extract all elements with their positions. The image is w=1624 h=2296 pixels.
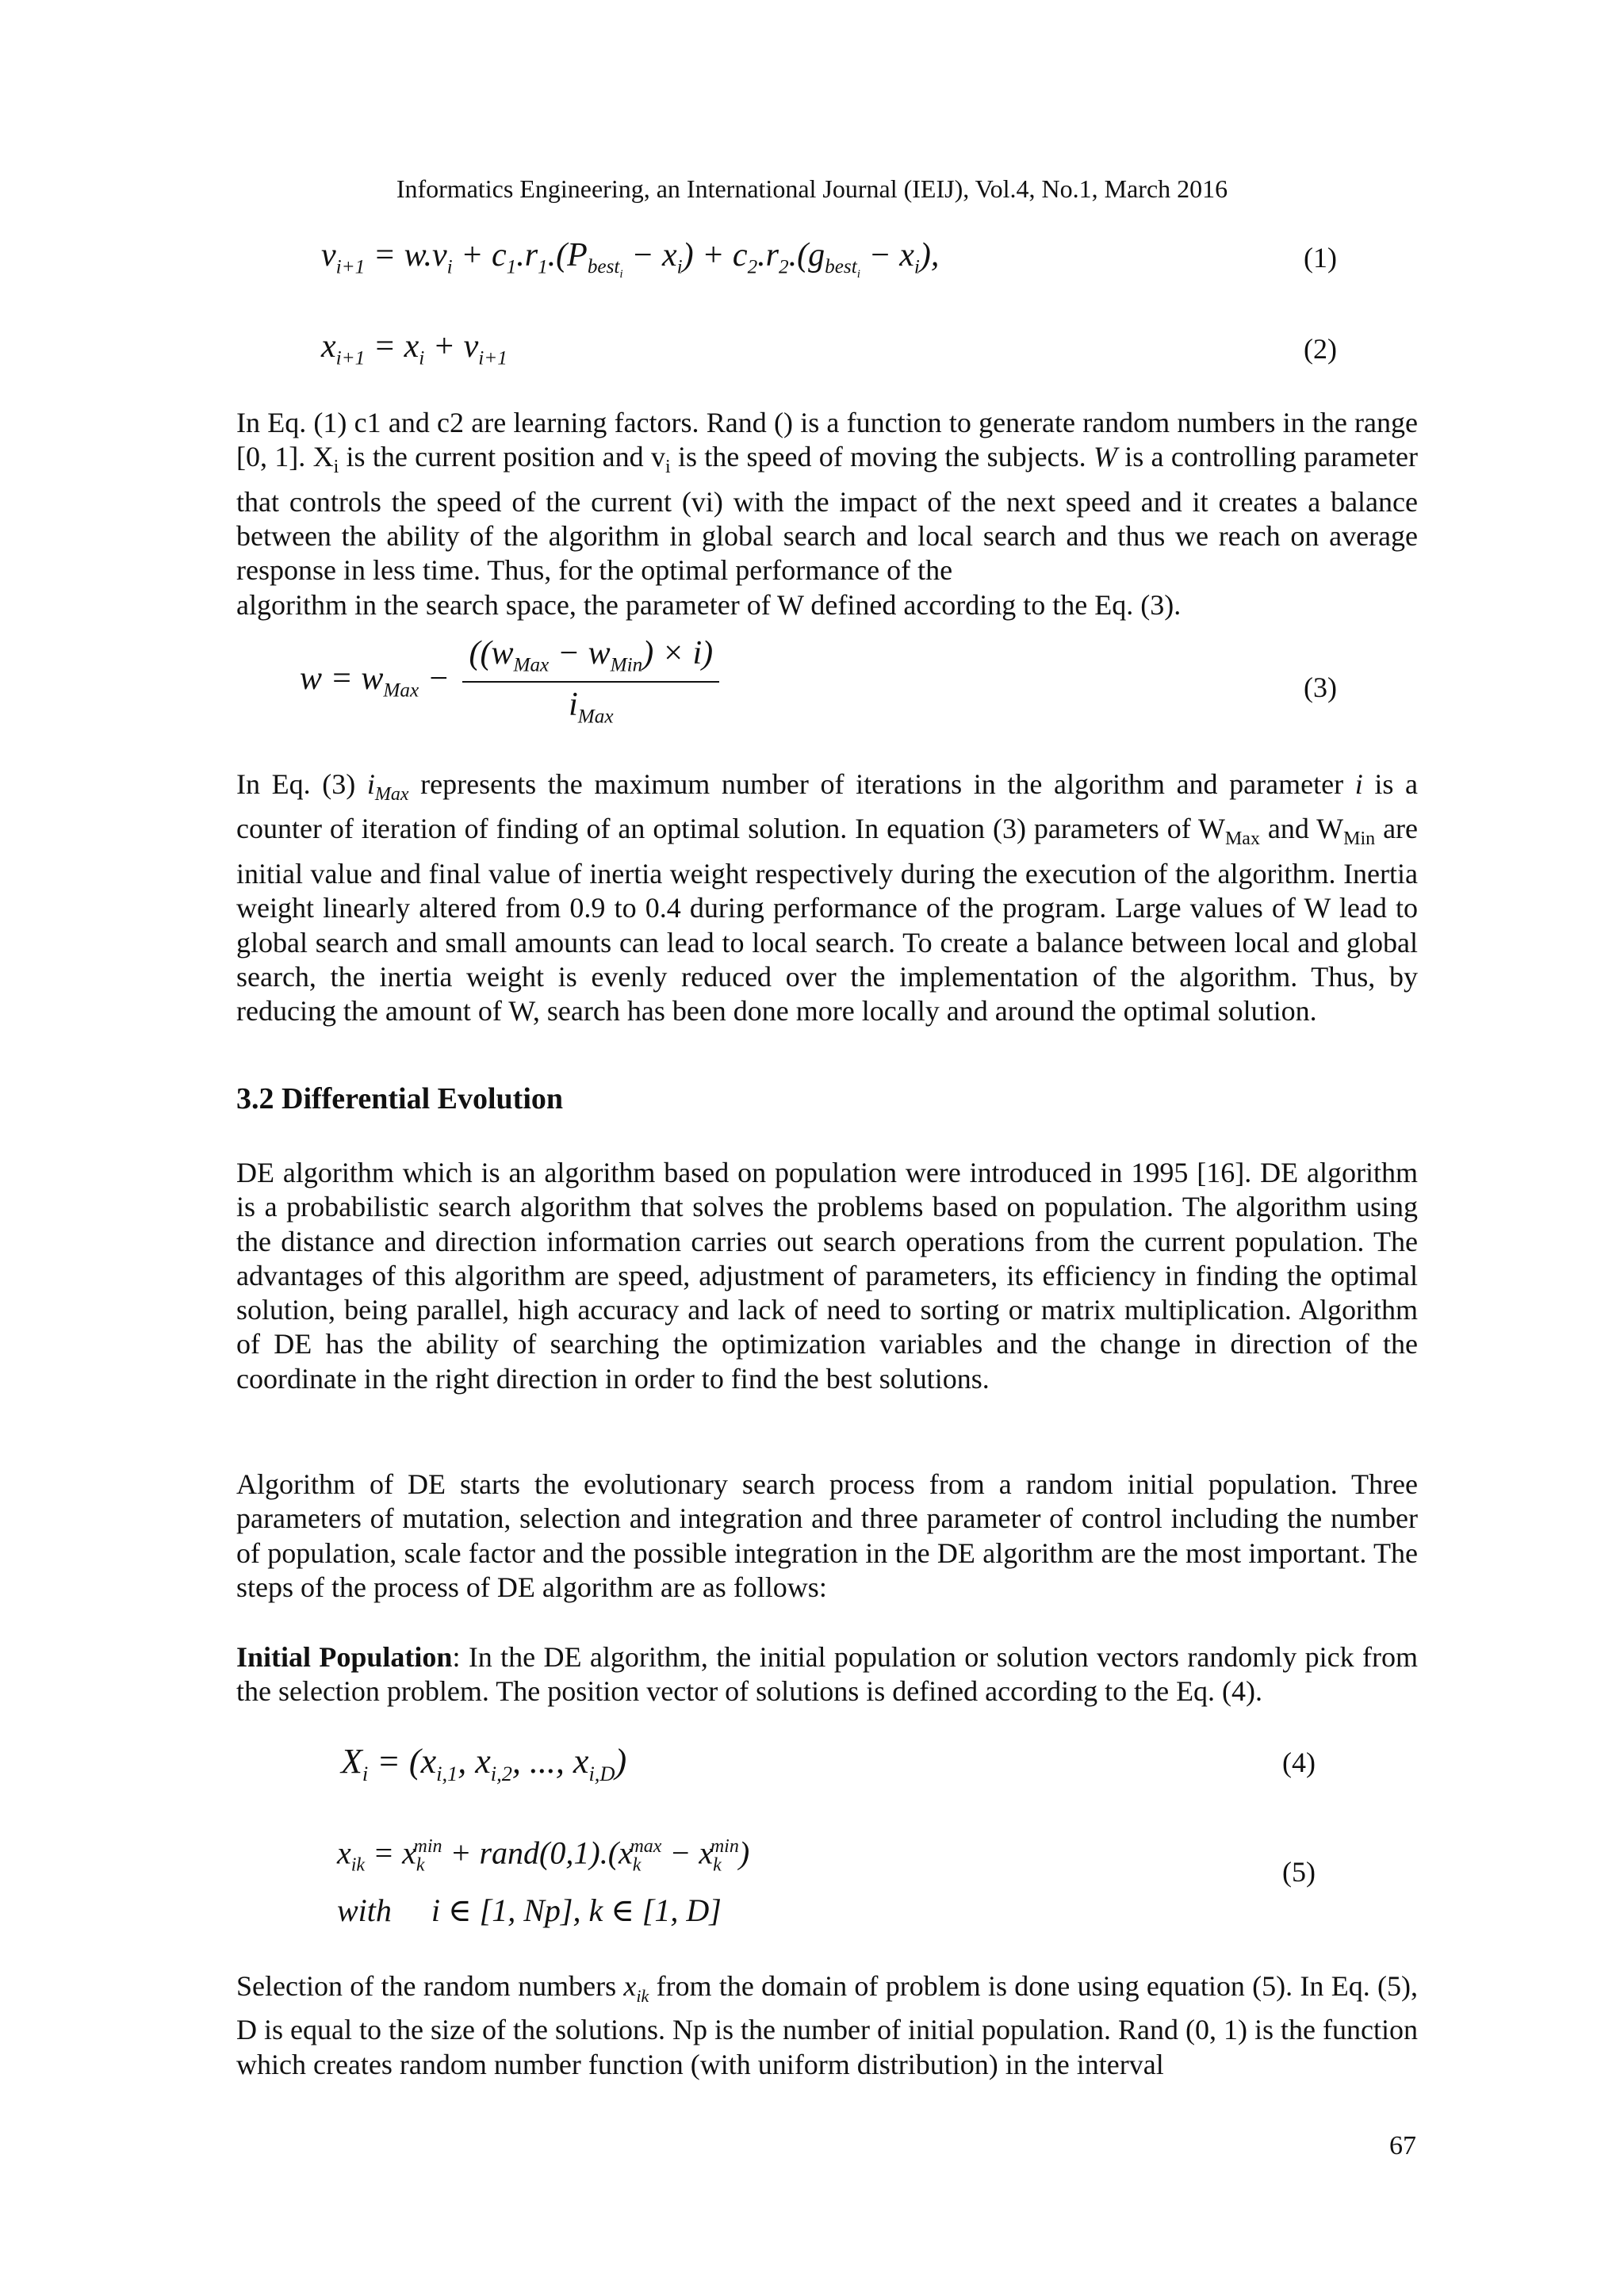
equation-5-number: (5) <box>1282 1856 1316 1888</box>
paragraph-random-selection: Selection of the random numbers $x_{ik}$ from the domain of problem is done using equation (5). In Eq. (5), D is equal to the size of the solutions. Np is the number of initial population. Rand (0, 1) is the function which creates random number function (with uniform distribution) in the interval <box>236 1970 1418 2080</box>
page-number: 67 <box>1389 2131 1416 2160</box>
equation-1: $v_{i+1} = w.v_i + c_1.r_1.(P_{best_i} - x_i) + c_2.r_2.(g_{best_i} - x_i)$, (1) <box>321 237 1337 281</box>
paragraph-initial-population: Initial Population: In the DE algorithm, the initial population or solution vectors randomly pick from the selection problem. The position vector of solutions is defined according to the Eq. (4). <box>236 1641 1419 1708</box>
equation-1-number: (1) <box>1304 242 1337 274</box>
equation-5: $x_{ik} = x_k^{min}$ + $rand(0,1).(x_k^{max} - x_k^{min})$ with i ∈ [1, Np], k ∈ [1, D] (5) <box>337 1835 1316 1929</box>
paragraph-de-process: Algorithm of DE starts the evolutionary search process from a random initial population. Three parameters of mutation, selection and integration and three parameter of control including the number of population, scale factor and the possible integration in the DE algorithm are the most important. The steps of the process of DE algorithm are as follows: <box>236 1468 1418 1603</box>
paragraph-pso-parameters: In Eq. (1) c1 and c2 are learning factors. Rand () is a function to generate random numbers in the range [0, 1]. $X_i$ is the current position and $v_i$ is the speed of moving the subjects. W is a controlling parameter that controls the speed of the current (vi) with the impact of the next speed and it creates a balance between the ability of the algorithm in global search and local search and thus we reach on average response in less time. Thus, for the optimal performance of the algorithm in the search space, the parameter of W defined according to the Eq. (3). <box>236 407 1419 621</box>
equation-2: $x_{i+1} = x_i + v_{i+1}$ (2) <box>321 328 1337 369</box>
equation-4-number: (4) <box>1282 1747 1316 1778</box>
paragraph-inertia-weight: In Eq. (3) $i_{Max}$ represents the maximum number of iterations in the algorithm and parameter i is a counter of iteration of finding of an optimal solution. In equation (3) parameters of $W_{Max}$ and $W_{Min}$ are initial value and final value of inertia weight respectively during the execution of the algorithm. Inertia weight linearly altered from 0.9 to 0.4 during performance of the program. Large values of W lead to global search and small amounts can lead to local search. To create a balance between local and global search, the inertia weight is evenly reduced over the implementation of the algorithm. Thus, by reducing the amount of W, search has been done more locally and around the optimal solution. <box>236 768 1419 1027</box>
equation-3: $w = w_{Max}$ − $\frac{((w_{Max} - w_{Min}) \times i)}{i_{Max}}$ (3) <box>300 635 1337 728</box>
equation-3-number: (3) <box>1304 672 1337 703</box>
section-heading: 3.2 Differential Evolution <box>236 1082 564 1115</box>
equation-2-number: (2) <box>1304 333 1337 365</box>
paragraph-de-intro: DE algorithm which is an algorithm based on population were introduced in 1995 [16]. DE algorithm is a probabilistic search algorithm that solves the problems based on population. The algorithm using the distance and direction information carries out search operations from the current population. The advantages of this algorithm are speed, adjustment of parameters, its efficiency in finding the optimal solution, being parallel, high accuracy and lack of need to sorting or matrix multiplication. Algorithm of DE has the ability of searching the optimization variables and the change in direction of the coordinate in the right direction in order to find the best solutions. <box>236 1157 1418 1395</box>
inline-math-xik: $x_{ik}$ <box>623 1970 649 2007</box>
running-header: Informatics Engineering, an International Journal (IEIJ), Vol.4, No.1, March 2016 <box>396 174 1228 203</box>
equation-3-fraction: $\frac{((w_{Max} - w_{Min}) \times i)}{i_{Max}}$ <box>462 634 719 729</box>
equation-4: $X_i = (x_{i,1}$, $x_{i,2}$, ..., $x_{i,D}$) (4) <box>341 1742 1316 1785</box>
